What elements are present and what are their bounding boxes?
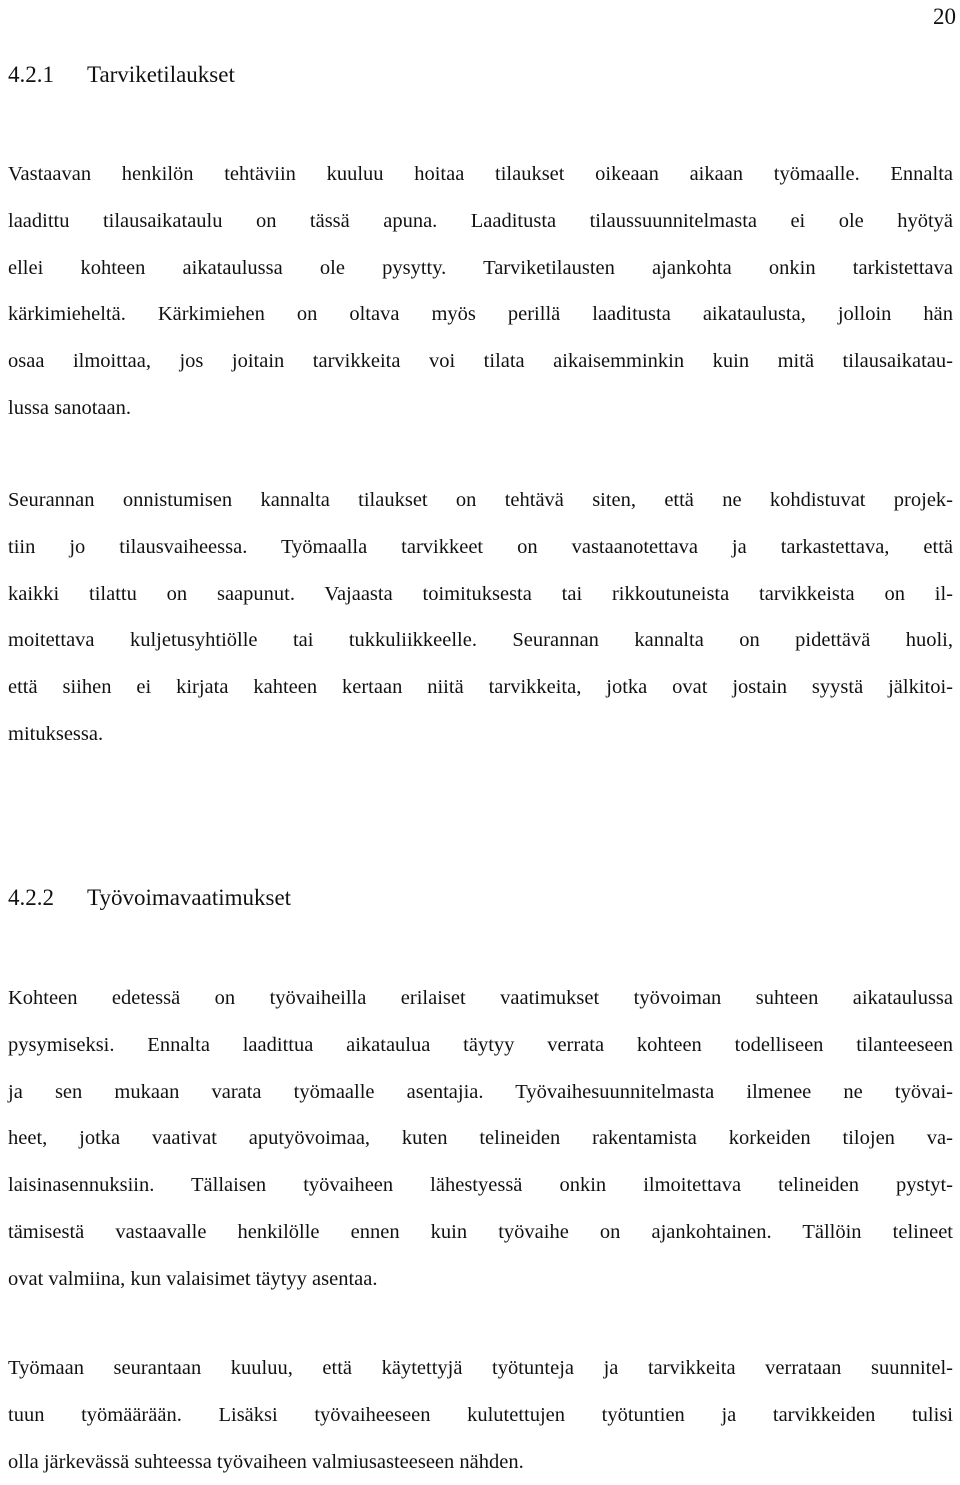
text-line: mituksessa. [8, 722, 104, 745]
text-line: Vastaavan henkilön tehtäviin kuuluu hoitaa tilaukset oikeaan aikaan työmaalle. Ennalta [8, 163, 953, 185]
section-number: 4.2.1 [8, 62, 54, 87]
text-line: ovat valmiina, kun valaisimet täytyy asentaa. [8, 1267, 378, 1290]
paragraph [8, 975, 953, 1303]
text-line: kärkimieheltä. Kärkimiehen on oltava myös perillä laaditusta aikataulusta, jolloin hän [8, 303, 953, 326]
text-line: olla järkevässä suhteessa työvaiheen valmiusasteeseen nähden. [8, 1450, 524, 1473]
text-line: laisinasennuksiin. Tällaisen työvaiheen lähestyessä onkin ilmoitettava telineiden pystyt- [8, 1174, 953, 1197]
text-line: Seurannan onnistumisen kannalta tilaukset on tehtävä siten, että ne kohdistuvat projek- [8, 489, 953, 511]
section-heading-4-2-1 [8, 58, 235, 92]
paragraph [8, 1345, 953, 1485]
section-number: 4.2.2 [8, 885, 54, 910]
text-line: tiin jo tilausvaiheessa. Työmaalla tarvikkeet on vastaanotettava ja tarkastettava, että [8, 535, 953, 558]
text-line: lussa sanotaan. [8, 396, 131, 419]
text-line: moitettava kuljetusyhtiölle tai tukkuliikkeelle. Seurannan kannalta on pidettävä huoli, [8, 629, 953, 652]
text-line: ellei kohteen aikataulussa ole pysytty. Tarviketilausten ajankohta onkin tarkistettava [8, 256, 953, 279]
section-heading-4-2-2 [8, 881, 291, 915]
text-line: että siihen ei kirjata kahteen kertaan niitä tarvikkeita, jotka ovat jostain syystä jälkitoi- [8, 676, 953, 699]
text-line: Työmaan seurantaan kuuluu, että käytettyjä työtunteja ja tarvikkeita verrataan suunnitel- [8, 1357, 953, 1379]
text-line: ja sen mukaan varata työmaalle asentajia. Työvaihesuunnitelmasta ilmenee ne työvai- [8, 1080, 953, 1103]
text-line: tuun työmäärään. Lisäksi työvaiheeseen kulutettujen työtuntien ja tarvikkeiden tulisi [8, 1403, 953, 1426]
section-title: Tarviketilaukset [87, 62, 235, 87]
text-line: laadittu tilausaikataulu on tässä apuna. Laaditusta tilaussuunnitelmasta ei ole hyötyä [8, 209, 953, 232]
section-title: Työvoimavaatimukset [87, 885, 292, 910]
paragraph [8, 477, 953, 758]
text-line: osaa ilmoittaa, jos joitain tarvikkeita voi tilata aikaisemminkin kuin mitä tilausaikatau- [8, 350, 953, 373]
text-line: Kohteen edetessä on työvaiheilla erilaiset vaatimukset työvoiman suhteen aikataulussa [8, 987, 953, 1009]
text-line: pysymiseksi. Ennalta laadittua aikataulua täytyy verrata kohteen todelliseen tilanteeseen [8, 1033, 953, 1056]
text-line: tämisestä vastaavalle henkilölle ennen kuin työvaihe on ajankohtainen. Tällöin telineet [8, 1220, 953, 1243]
page-number: 20 [933, 4, 956, 29]
paragraph [8, 151, 953, 432]
text-line: kaikki tilattu on saapunut. Vajaasta toimituksesta tai rikkoutuneista tarvikkeista on il- [8, 582, 953, 605]
text-line: heet, jotka vaativat aputyövoimaa, kuten telineiden rakentamista korkeiden tilojen va- [8, 1127, 953, 1150]
